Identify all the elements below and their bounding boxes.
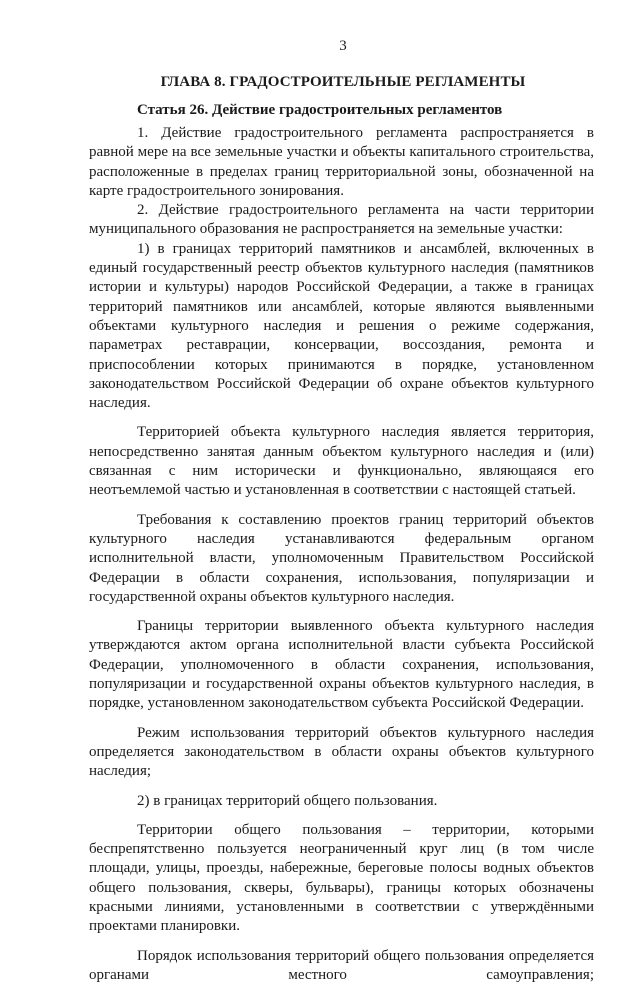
paragraph: 2) в границах территорий общего пользования. bbox=[137, 792, 438, 809]
page-number: 3 bbox=[339, 38, 347, 54]
paragraph: 2. Действие градостроительного регламента на части территории муниципального образования не распространяется на земельные участки: bbox=[89, 202, 594, 238]
paragraph: Территорией объекта культурного наследия является территория, непосредственно занятая данным объектом культурного наследия и (или) связанная с ним исторически и функционально, являющаяся его неотъемлемой частью и установленная в соответствии с настоящей статьей. bbox=[89, 424, 594, 499]
chapter-title: ГЛАВА 8. ГРАДОСТРОИТЕЛЬНЫЕ РЕГЛАМЕНТЫ bbox=[160, 74, 526, 90]
paragraph: Территории общего пользования – территории, которыми беспрепятственно пользуется неограниченный круг лиц (в том числе площади, улицы, проезды, набережные, береговые полосы водных объектов общего пользования, скверы, бульвары), границы которых обозначены красными линиями, установленными в соответствии с утверждёнными проектами планировки. bbox=[89, 821, 594, 935]
paragraph: Требования к составлению проектов границ территорий объектов культурного наследия устанавливаются федеральным органом исполнительной власти, уполномоченным Правительством Российской Федерации в области сохранения, использования, популяризации и государственной охраны объектов культурного наследия. bbox=[89, 511, 594, 605]
article-title: Статья 26. Действие градостроительных регламентов bbox=[137, 102, 503, 118]
paragraph: Режим использования территорий объектов культурного наследия определяется законодательством в области охраны объектов культурного наследия; bbox=[89, 724, 594, 780]
paragraph: Порядок использования территорий общего пользования определяется органами местного самоуправления; bbox=[89, 947, 594, 983]
document-body bbox=[89, 124, 594, 985]
paragraph: 1. Действие градостроительного регламента распространяется в равной мере на все земельные участки и объекты капитального строительства, расположенные в пределах границ территориальной зоны, обозначенной на карте градостроительного зонирования. bbox=[89, 125, 594, 199]
paragraph: 1) в границах территорий памятников и ансамблей, включенных в единый государственный реестр объектов культурного наследия (памятников истории и культуры) народов Российской Федерации, а также в границах территорий памятников или ансамблей, которые являются выявленными объектами культурного наследия и решения о режиме содержания, параметрах реставрации, консервации, воссоздания, ремонта и приспособлении которых принимаются в порядке, установленном законодательством Российской Федерации об охране объектов культурного наследия. bbox=[89, 240, 594, 412]
paragraph: Границы территории выявленного объекта культурного наследия утверждаются актом органа исполнительной власти субъекта Российской Федерации, уполномоченного в области сохранения, использования, популяризации и государственной охраны объектов культурного наследия, в порядке, установленном законодательством субъекта Российской Федерации. bbox=[89, 618, 594, 712]
